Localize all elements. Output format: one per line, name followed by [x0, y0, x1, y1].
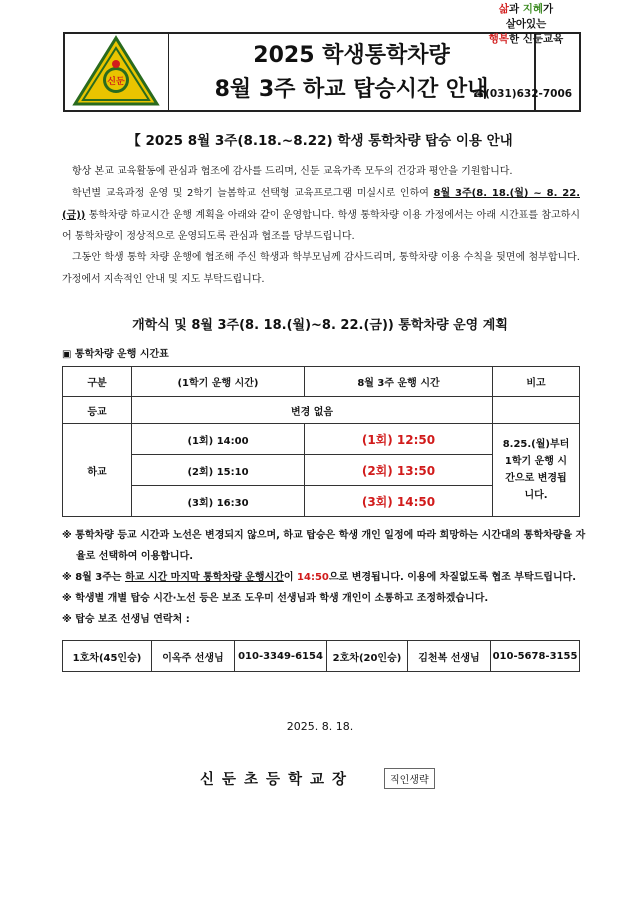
- new-time: (2회) 13:50: [305, 455, 493, 486]
- new-time: (3회) 14:50: [305, 486, 493, 517]
- note2-a: ※ 8월 3주는: [62, 572, 126, 583]
- title-line2: 8월 3주 하교 탑승시간 안내: [214, 77, 489, 102]
- arrival-remark: [493, 397, 580, 424]
- contact-cell: 2호차(20인승): [327, 641, 408, 672]
- school-principal: 신둔초등학교장: [200, 772, 355, 788]
- header-category: 구분: [63, 367, 132, 397]
- old-time: (2회) 15:10: [132, 455, 305, 486]
- motto-word: 한 신둔교육: [508, 33, 564, 45]
- seal-omitted: 직인생략: [384, 768, 435, 789]
- arrival-label: 등교: [63, 397, 132, 424]
- contact-table: [62, 640, 580, 672]
- old-time: (1회) 14:00: [132, 424, 305, 455]
- contact-cell: 010-3349-6154: [235, 641, 327, 672]
- contact-cell: 010-5678-3155: [491, 641, 580, 672]
- p2-text-rest: 통학차량 하교시간 운행 계획을 아래와 같이 운영합니다. 학생 통학차량 이용 가정에서는 아래 시간표를 참고하시어 통학차량이 정상적으로 운영되도록 관심과 협조를 당부드립니다.: [62, 209, 580, 242]
- note2-time: 14:50: [297, 572, 329, 583]
- note2-c: 이: [283, 572, 298, 583]
- arrival-value: 변경 없음: [132, 397, 493, 424]
- header-new-time: 8월 3주 운행 시간: [305, 367, 493, 397]
- note-1: ※ 통학차량 등교 시간과 노선은 변경되지 않으며, 하교 탑승은 학생 개인 일정에 따라 희망하는 시간대의 통학차량을 자율로 선택하여 이용합니다.: [62, 530, 586, 562]
- contact-cell: 1호차(45인승): [63, 641, 152, 672]
- motto-word: 행복: [488, 33, 509, 45]
- title-line1: 2025 학생통학차량: [253, 43, 450, 68]
- school-motto: [470, 2, 582, 47]
- schedule-table: [62, 366, 580, 517]
- p2-dates: 8월 3주(8. 18.(월) ~ 8. 22.(금)): [62, 188, 580, 221]
- motto-word: 삶: [498, 3, 509, 15]
- intro-paragraph-2: [62, 183, 580, 248]
- intro-paragraph-1: 항상 본교 교육활동에 관심과 협조에 감사를 드리며, 신둔 교육가족 모두의 건강과 평안을 기원합니다.: [72, 166, 513, 177]
- departure-label: 하교: [63, 424, 132, 517]
- remark-cell: 8.25.(월)부터 1학기 운행 시간으로 변경됩니다.: [493, 424, 580, 517]
- logo-text: 신둔: [107, 77, 125, 87]
- motto-word: 지혜: [522, 3, 544, 15]
- intro-paragraph-3: 그동안 학생 통학 차량 운행에 협조해 주신 학생과 학부모님께 감사드리며, 통학차량 이용 수칙을 뒷면에 첨부합니다. 가정에서 지속적인 안내 및 지도 부탁드립니다.: [62, 252, 580, 285]
- section-title: 개학식 및 8월 3주(8. 18.(월)~8. 22.(금)) 통학차량 운영 계획: [132, 318, 508, 333]
- note-2: [62, 567, 580, 588]
- header-remark: 비고: [493, 367, 580, 397]
- school-phone: ☎(031)632-7006: [472, 88, 573, 100]
- motto-word: 가: [543, 3, 554, 15]
- p2-text: 학년별 교육과정 운영 및 2학기 늘봄학교 선택형 교육프로그램 미실시로 인하여: [72, 188, 434, 199]
- header-old-time: (1학기 운행 시간): [132, 367, 305, 397]
- notice-date: 2025. 8. 18.: [286, 720, 354, 733]
- note2-underline: 하교 시간 마지막 통학차량 운행시간: [125, 572, 284, 583]
- note-4: ※ 탑승 보조 선생님 연락처 :: [62, 614, 190, 625]
- motto-line2: 살아있는: [505, 18, 547, 30]
- table-row: [63, 641, 580, 672]
- note2-e: 으로 변경됩니다. 이용에 차질없도록 협조 부탁드립니다.: [328, 572, 577, 583]
- motto-word: 과: [508, 3, 523, 15]
- table-caption: ▣ 통학차량 운행 시간표: [62, 349, 169, 360]
- school-logo: [65, 34, 169, 110]
- notice-subtitle: 【 2025 8월 3주(8.18.~8.22) 학생 통학차량 탑승 이용 안내: [127, 133, 513, 149]
- old-time: (3회) 16:30: [132, 486, 305, 517]
- contact-cell: 이옥주 선생님: [152, 641, 235, 672]
- table-row: [63, 424, 580, 455]
- note-3: ※ 학생별 개별 탑승 시간·노선 등은 보조 도우미 선생님과 학생 개인이 소통하고 조정하겠습니다.: [62, 593, 489, 604]
- contact-cell: 김천복 선생님: [408, 641, 491, 672]
- new-time: (1회) 12:50: [305, 424, 493, 455]
